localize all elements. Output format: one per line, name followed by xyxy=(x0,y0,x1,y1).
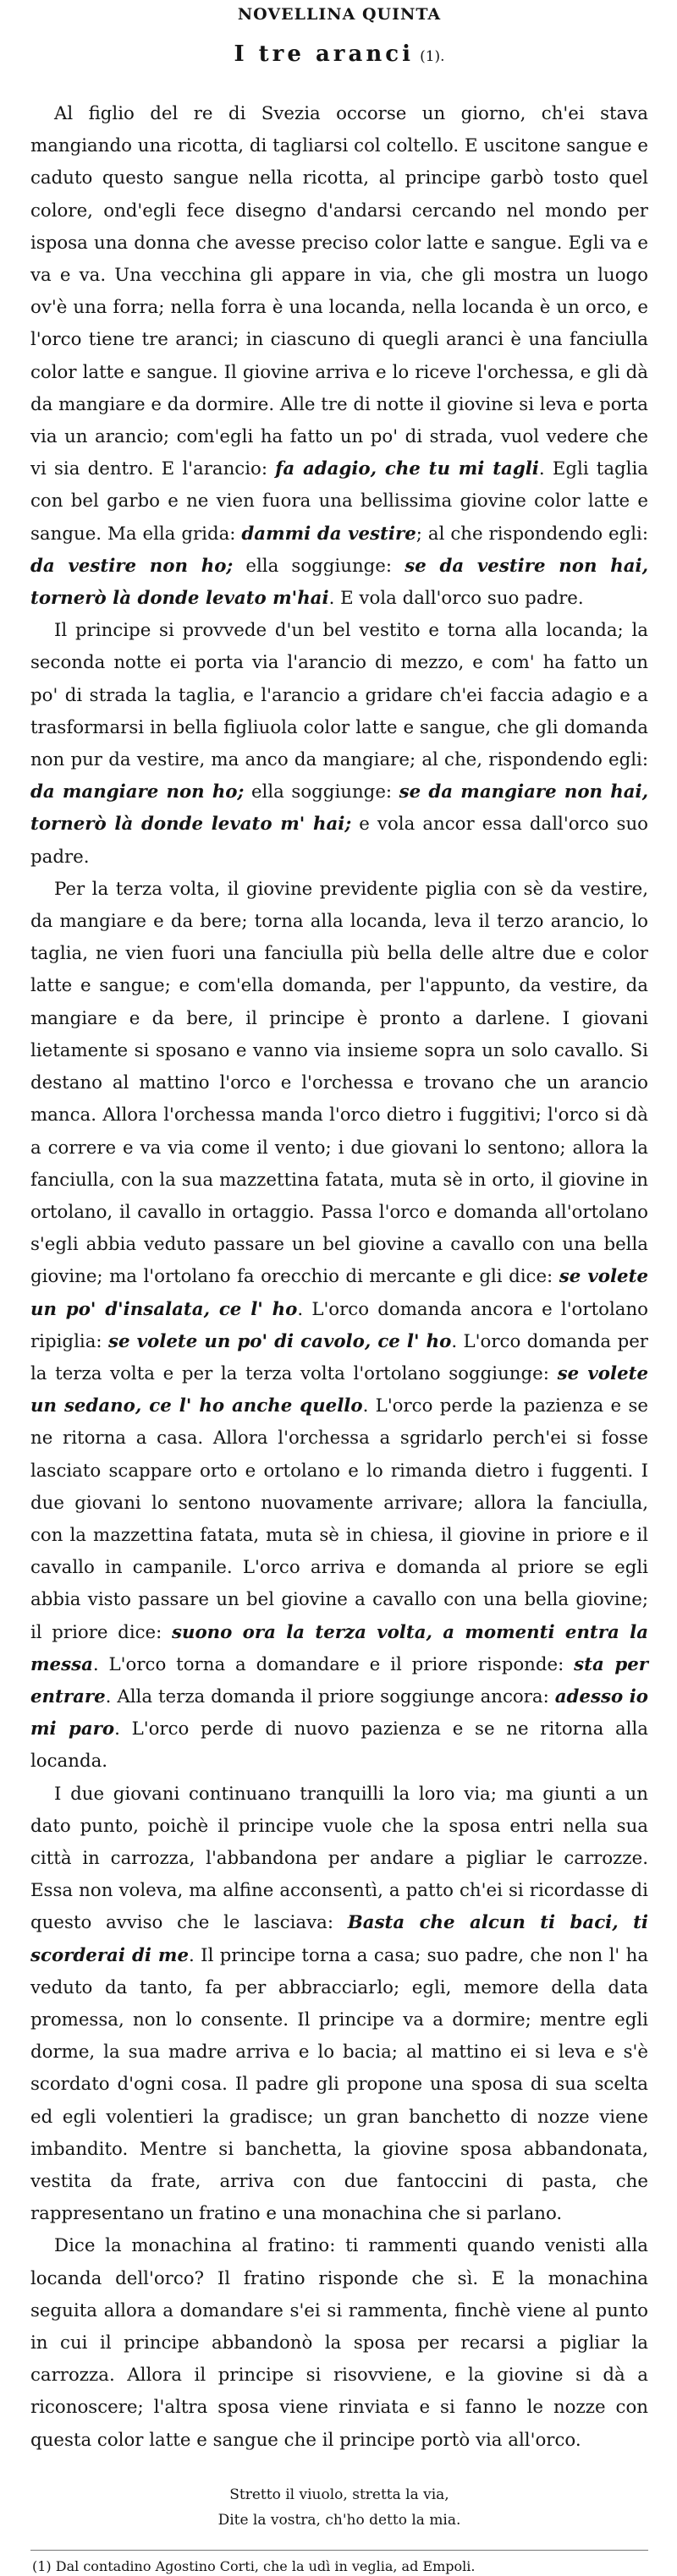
italic-phrase: adesso io mi paro xyxy=(30,1685,649,1740)
italic-phrase: fa adagio, che tu mi tagli xyxy=(275,458,539,480)
text-run: . L'orco perde di nuovo pazienza e se ne ritorna alla locanda. xyxy=(30,1718,648,1773)
footnote-divider xyxy=(30,2550,648,2551)
italic-phrase: da vestire non ho; xyxy=(30,555,234,577)
text-run: . L'orco torna a domandare e il priore risponde: xyxy=(92,1653,575,1675)
text-run: I due giovani continuano tranquilli la loro via; ma giunti a un dato punto, poichè il principe vuole che la sposa entri nella sua città in carrozza, l'abbandona per andare a pigliar le carrozze. Essa non voleva, ma alfine acconsentì, a patto ch'ei si ricordasse di questo avviso che le lasciava: xyxy=(30,1783,648,1934)
title-line xyxy=(30,39,648,69)
italic-phrase: se volete un po' di cavolo, ce l' ho xyxy=(108,1330,452,1352)
italic-phrase: se da vestire non hai, tornerò là donde levato m'hai xyxy=(30,555,649,610)
text-run: Il principe si provvede d'un bel vestito e torna alla locanda; la seconda notte ei porta via l'arancio di mezzo, e com' ha fatto un po' di strada la taglia, e l'arancio a gridare ch'ei faccia adagio e a trasformarsi in bella figliuola color latte e sangue, che gli domanda non pur da vestire, ma anco da mangiare; al che, rispondendo egli: xyxy=(30,620,648,771)
running-head: NOVELLINA QUINTA xyxy=(237,5,442,24)
paragraph-4 xyxy=(30,1779,648,2231)
text-run: . L'orco domanda per la terza volta e per la terza volta l'ortolano soggiunge: xyxy=(30,1330,648,1384)
text-run: . L'orco perde la pazienza e se ne ritorna a casa. Allora l'orchessa a sgridarlo perch'ei si fosse lasciato scappare orto e ortolano e lo rimanda dietro i fuggenti. I due giovani lo sentono nuovamente arrivare; allora la fanciulla, con la mazzettina fatata, muta sè in chiesa, il giovine in priore e il cavallo in campanile. L'orco arriva e domanda al priore se egli abbia visto passare un bel giovine a cavallo con una bella giovine; il priore dice: xyxy=(30,1395,648,1643)
text-run: Al figlio del re di Svezia occorse un giorno, ch'ei stava mangiando una ricotta, di tagliarsi col coltello. E uscitone sangue e caduto questo sangue nella ricotta, al principe garbò tosto quel colore, ond'egli fece disegno d'andarsi cercando nel mondo per isposa una donna che avesse preciso color latte e sangue. Egli va e va e va. Una vecchina gli appare in via, che gli mostra un luogo ov'è una forra; nella forra è una locanda, nella locanda è un orco, e l'orco tiene tre aranci; in ciascuno di quegli aranci è una fanciulla color latte e sangue. Il giovine arriva e lo riceve l'orchessa, e gli dà da mangiare e da dormire. Alle tre di notte il giovine si leva e porta via un arancio; com'egli ha fatto un po' di strada, vuol vedere che vi sia dentro. E l'arancio: xyxy=(30,103,648,480)
italic-phrase: suono ora la terza volta, a momenti entra la messa xyxy=(30,1621,648,1675)
story-title: I tre aranci xyxy=(234,41,414,67)
paragraph-1 xyxy=(30,98,648,615)
title-footnote-marker: (1). xyxy=(420,48,445,65)
text-run: Per la terza volta, il giovine previdente piglia con sè da vestire, da mangiare e da bere; torna alla locanda, leva il terzo arancio, lo taglia, ne vien fuori una fanciulla più bella delle altre due e color latte e sangue; e com'ella domanda, per l'appunto, da vestire, da mangiare e da bere, il principe è pronto a darlene. I giovani lietamente si sposano e vanno via insieme sopra un solo cavallo. Si destano al mattino l'orco e l'orchessa e trovano che un arancio manca. Allora l'orchessa manda l'orco dietro i fuggitivi; l'orco si dà a correre e va via come il vento; i due giovani lo sentono; allora la fanciulla, con la sua mazzettina fatata, muta sè in orto, il giovine in ortolano, il cavallo in ortaggio. Passa l'orco e domanda all'ortolano s'egli abbia veduto passare un bel giovine a cavallo con una bella giovine; ma l'ortolano fa orecchio di mercante e gli dice: xyxy=(30,878,648,1288)
closing-verse xyxy=(30,2482,648,2533)
text-run: ella soggiunge: xyxy=(244,781,399,803)
italic-phrase: se da mangiare non hai, tornerò là donde levato m' hai; xyxy=(30,781,649,836)
text-run: . E vola dall'orco suo padre. xyxy=(328,588,584,610)
italic-phrase: da mangiare non ho; xyxy=(30,781,245,803)
story-body xyxy=(30,98,648,2457)
footnote: (1) Dal contadino Agostino Corti, che la udì in veglia, ad Empoli. xyxy=(32,2557,476,2574)
text-run: . Il principe torna a casa; suo padre, che non l' ha veduto da tanto, fa per abbracciarlo; egli, memore della data promessa, non lo consente. Il principe va a dormire; mentre egli dorme, la sua madre arriva e lo bacia; al mattino ei si leva e s'è scordato d'ogni cosa. Il padre gli propone una sposa di sua scelta ed egli volentieri la gradisce; un gran banchetto di nozze viene imbandito. Mentre si banchetta, la giovine sposa abbandonata, vestita da frate, arriva con due fantoccini di pasta, che rappresentano un fratino e una monachina che si parlano. xyxy=(30,1944,649,2225)
text-run: . Egli taglia con bel garbo e ne vien fuora una bellissima giovine color latte e sangue. Ma ella grida: xyxy=(30,458,648,545)
paragraph-2 xyxy=(30,615,648,874)
verse-line-2: Dite la vostra, ch'ho detto la mia. xyxy=(217,2511,461,2529)
paragraph-5 xyxy=(30,2230,648,2456)
text-run: ; al che rispondendo egli: xyxy=(416,523,648,545)
italic-phrase: Basta che alcun ti baci, ti scorderai di me xyxy=(30,1912,648,1966)
text-run: . Alla terza domanda il priore soggiunge ancora: xyxy=(105,1685,555,1707)
text-run: e vola ancor essa dall'orco suo padre. xyxy=(30,814,648,868)
text-run: . L'orco domanda ancora e l'ortolano ripiglia: xyxy=(30,1298,648,1352)
verse-line-1: Stretto il viuolo, stretta la via, xyxy=(229,2486,449,2503)
italic-phrase: se volete un po' d'insalata, ce l' ho xyxy=(30,1266,648,1320)
paragraph-3 xyxy=(30,874,648,1779)
italic-phrase: dammi da vestire xyxy=(241,523,416,545)
text-run: ella soggiunge: xyxy=(233,555,405,577)
text-run: Dice la monachina al fratino: ti rammenti quando venisti alla locanda dell'orco? Il fratino risponde che sì. E la monachina seguita allora a domandare s'ei si rammenta, finchè viene al punto in cui il principe abbandonò la sposa per recarsi a pigliar la carrozza. Allora il principe si risovviene, e la giovine si dà a riconoscere; l'altra sposa viene rinviata e si fanno le nozze con questa color latte e sangue che il principe portò via all'orco. xyxy=(30,2235,648,2451)
italic-phrase: sta per entrare xyxy=(30,1653,648,1707)
italic-phrase: se volete un sedano, ce l' ho anche quello xyxy=(30,1362,649,1417)
